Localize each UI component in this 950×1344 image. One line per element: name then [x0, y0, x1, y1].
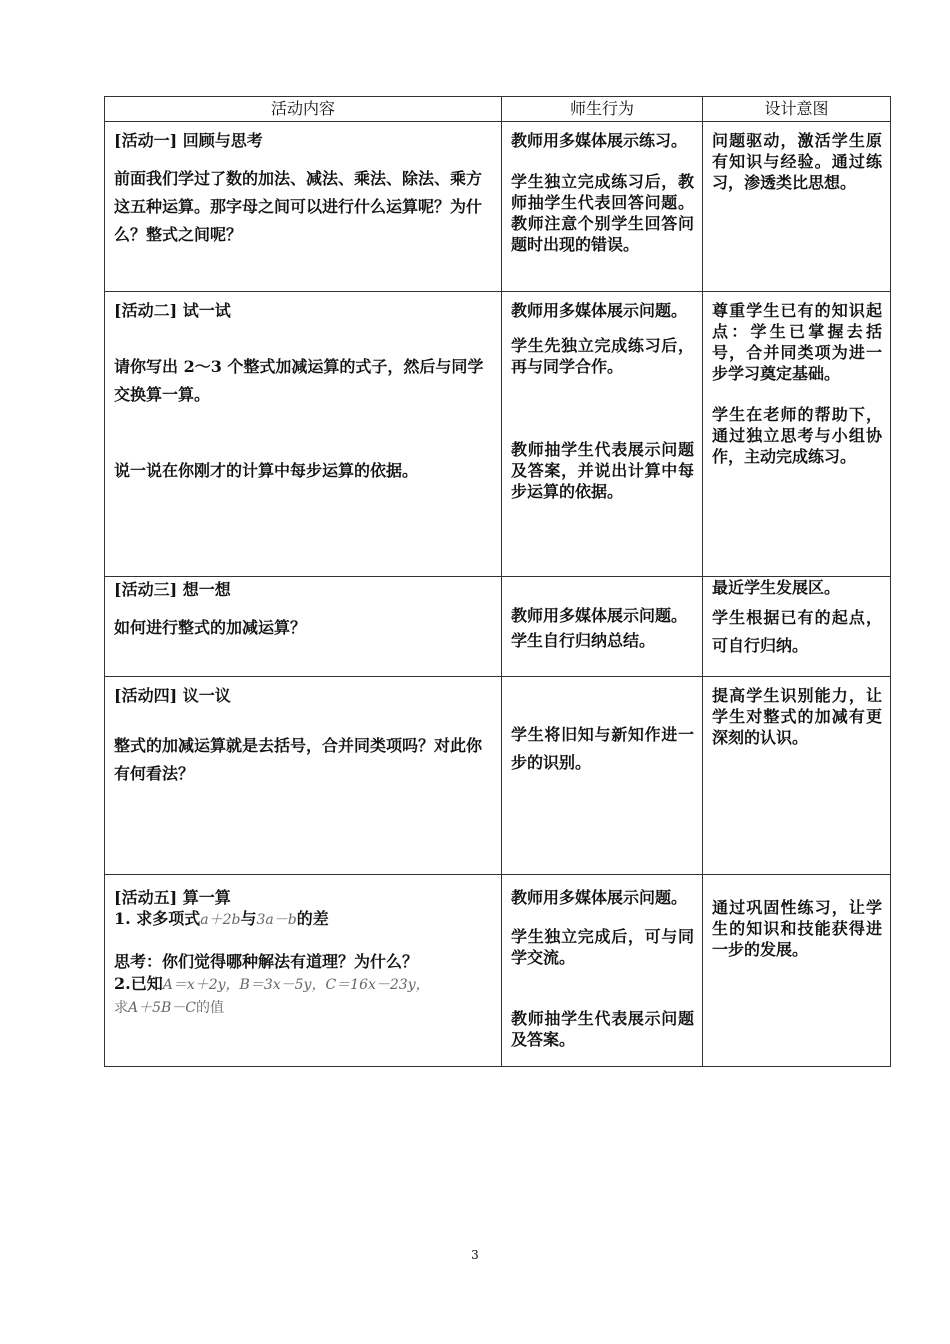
question-1-mid: 与	[240, 909, 257, 928]
intent-cell	[703, 292, 891, 577]
behavior-text: 学生独立完成练习后，教师抽学生代表回答问题。教师注意个别学生回答问题时出现的错误。	[511, 172, 694, 254]
header-teacher-student-behavior: 师生行为	[502, 97, 703, 122]
activity-text: 前面我们学过了数的加法、减法、乘法、除法、乘方这五种运算。那字母之间可以进行什么运算呢？为什么？整式之间呢？	[114, 169, 483, 244]
intent-text: 问题驱动，激活学生原有知识与经验。通过练习，渗透类比思想。	[712, 131, 882, 192]
activity-text: 整式的加减运算就是去括号，合并同类项吗？对此你有何看法？	[114, 736, 483, 783]
intent-cell	[703, 677, 891, 875]
activity-text: 如何进行整式的加减运算？	[114, 618, 307, 637]
intent-text: 学生在老师的帮助下，通过独立思考与小组协作，主动完成练习。	[712, 405, 882, 466]
question-2-prefix: 2.已知	[114, 974, 163, 993]
activity-text: 说一说在你刚才的计算中每步运算的依据。	[114, 461, 419, 480]
intent-cell	[703, 875, 891, 1067]
table-row	[105, 875, 891, 1067]
intent-text: 尊重学生已有的知识起点：学生已掌握去括号，合并同类项为进一步学习奠定基础。	[712, 301, 882, 383]
activity-title: [活动五] 算一算	[114, 888, 231, 907]
behavior-text: 教师用多媒体展示问题。	[511, 301, 688, 320]
math-expression: A＋5B－C	[128, 1000, 197, 1016]
activity-title: [活动三] 想一想	[114, 580, 231, 599]
activity-title: [活动二] 试一试	[114, 301, 231, 320]
intent-cell	[703, 122, 891, 292]
intent-text: 最近学生发展区。	[712, 578, 841, 597]
behavior-cell	[502, 577, 703, 677]
question-2-ask-prefix: 求	[114, 1000, 128, 1016]
header-activity-content: 活动内容	[105, 97, 502, 122]
activity-content-cell	[105, 677, 502, 875]
math-expression: C＝16x－23y，	[325, 977, 430, 993]
behavior-text: 学生独立完成后，可与同学交流。	[511, 927, 694, 967]
activity-text: 请你写出 2～3 个整式加减运算的式子，然后与同学交换算一算。	[114, 357, 484, 404]
behavior-cell	[502, 677, 703, 875]
behavior-text: 教师抽学生代表展示问题及答案。	[511, 1009, 694, 1049]
behavior-text: 学生将旧知与新知作进一步的识别。	[511, 725, 694, 772]
activity-content-cell	[105, 122, 502, 292]
intent-text: 提高学生识别能力，让学生对整式的加减有更深刻的认识。	[712, 686, 882, 747]
behavior-text: 学生先独立完成练习后，再与同学合作。	[511, 336, 694, 376]
think-question: 思考：你们觉得哪种解法有道理？为什么？	[114, 952, 419, 971]
math-expression: A＝x＋2y，	[162, 977, 240, 993]
behavior-text: 学生自行归纳总结。	[511, 631, 656, 650]
table-row	[105, 677, 891, 875]
page-number: 3	[471, 1248, 479, 1262]
question-1	[114, 908, 493, 931]
behavior-cell	[502, 292, 703, 577]
question-1-suffix: 的差	[296, 909, 329, 928]
behavior-text: 教师用多媒体展示练习。	[511, 131, 688, 150]
activity-title: [活动一] 回顾与思考	[114, 131, 263, 150]
math-expression: B＝3x－5y，	[239, 977, 326, 993]
header-design-intent: 设计意图	[703, 97, 891, 122]
math-expression: a＋2b	[200, 912, 241, 928]
question-1-prefix: 1. 求多项式	[114, 909, 201, 928]
math-expression: 3a－b	[256, 912, 297, 928]
behavior-text: 教师用多媒体展示问题。	[511, 888, 688, 907]
activity-title: [活动四] 议一议	[114, 686, 231, 705]
intent-text: 学生根据已有的起点，可自行归纳。	[712, 608, 882, 655]
behavior-text: 教师抽学生代表展示问题及答案，并说出计算中每步运算的依据。	[511, 440, 694, 501]
intent-text: 通过巩固性练习，让学生的知识和技能获得进一步的发展。	[712, 898, 882, 959]
lesson-table	[104, 96, 891, 1067]
table-row	[105, 122, 891, 292]
activity-content-cell	[105, 292, 502, 577]
table-header-row	[105, 97, 891, 122]
behavior-text: 教师用多媒体展示问题。	[511, 606, 688, 625]
behavior-cell	[502, 122, 703, 292]
activity-content-cell	[105, 875, 502, 1067]
activity-content-cell	[105, 577, 502, 677]
table-row	[105, 292, 891, 577]
question-2-ask-suffix: 的值	[196, 1000, 225, 1016]
behavior-cell	[502, 875, 703, 1067]
table-row	[105, 577, 891, 677]
question-2-ask	[114, 996, 493, 1019]
intent-cell	[703, 577, 891, 677]
question-2	[114, 973, 493, 996]
